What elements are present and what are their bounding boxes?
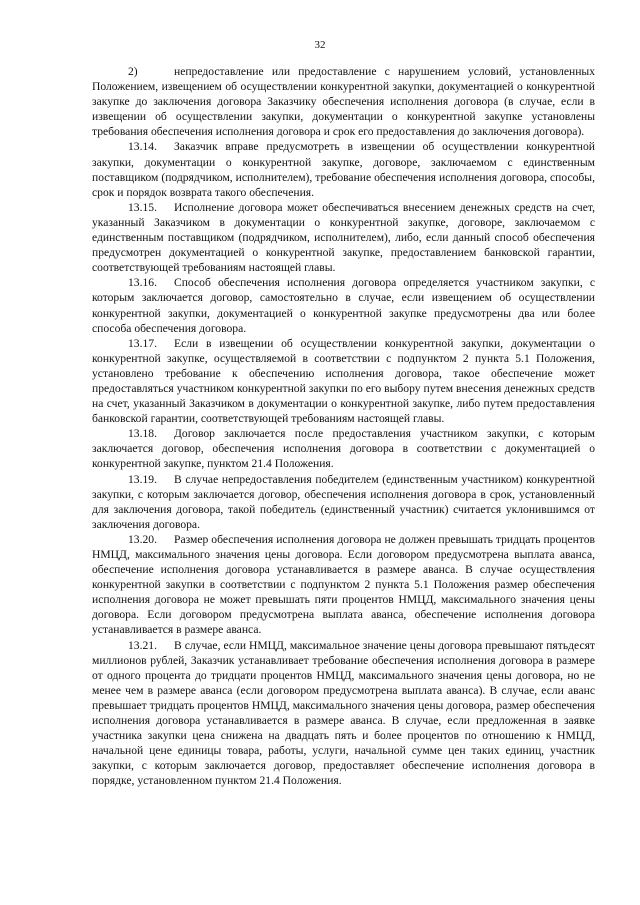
- paragraph-text: Исполнение договора может обеспечиваться внесением денежных средств на счет, указанный Заказчиком в документации о конкурентной закупке, договоре, заключаемом с единственным поставщиком (подрядчиком, исполнителем), либо, если данный способ обеспечения предусмотрен документацией о конкурентной закупке, предоставлением банковской гарантии, соответствующей требованиям настоящей главы.: [92, 200, 595, 275]
- paragraph-item-2: [92, 64, 595, 139]
- paragraph-number: 13.15.: [128, 200, 157, 214]
- paragraph-text: Если в извещении об осуществлении конкурентной закупки, документации о конкурентной закупке, осуществляемой в соответствии с подпунктом 2 пункта 5.1 Положения, установлено требование к обеспечению исполнения договора, такое обеспечение может предоставляться участником конкурентной закупки по его выбору путем внесения денежных средств на счет, указанный Заказчиком в документации о конкурентной закупке, либо путем предоставления банковской гарантии, соответствующей требованиям настоящей главы.: [92, 336, 595, 426]
- paragraph-13-17: [92, 336, 595, 427]
- document-body: [92, 64, 595, 789]
- paragraph-text: В случае, если НМЦД, максимальное значение цены договора превышают пятьдесят миллионов рублей, Заказчик устанавливает требование обеспечения исполнения договора в размере от одного процента до тридцати процентов НМЦД, максимального значения цены договора, но не менее чем в размере аванса (если договором предусмотрена выплата аванса). В случае, если аванс превышает тридцать процентов НМЦД, максимального значения цены договора, размер обеспечения исполнения договора устанавливается в размере аванса. В случае, если предложенная в заявке участника закупки цена снижена на двадцать пять и более процентов по отношению к НМЦД, начальной цене единицы товара, работы, услуги, начальной сумме цен таких единиц, участник закупки, с которым заключается договор, предоставляет обеспечение исполнения договора в порядке, установленном пунктом 21.4 Положения.: [92, 638, 595, 788]
- paragraph-number: 13.21.: [128, 638, 157, 652]
- paragraph-text: Способ обеспечения исполнения договора определяется участником закупки, с которым заключается договор, самостоятельно в случае, если извещением об осуществлении конкурентной закупки, документацией о конкурентной закупке предусмотрены два или более способа обеспечения договора.: [92, 276, 595, 335]
- paragraph-text: непредоставление или предоставление с нарушением условий, установленных Положением, извещением об осуществлении конкурентной закупки, документацией о конкурентной закупке до заключения договора Заказчику обеспечения исполнения договора (в случае, если в извещении об осуществлении закупки, документации о конкурентной закупке установлены требования обеспечения исполнения договора и срок его предоставления до заключения договора).: [92, 65, 595, 139]
- paragraph-number: 2): [128, 65, 138, 78]
- paragraph-text: Договор заключается после предоставления участником закупки, с которым заключается договор, обеспечения исполнения договора в соответствии с документацией о конкурентной закупке, пунктом 21.4 Положения.: [92, 427, 595, 471]
- paragraph-13-20: [92, 532, 595, 638]
- paragraph-13-16: [92, 275, 595, 335]
- paragraph-number: 13.17.: [128, 336, 157, 350]
- paragraph-13-14: [92, 139, 595, 199]
- paragraph-13-18: [92, 426, 595, 471]
- paragraph-text: Размер обеспечения исполнения договора не должен превышать тридцать процентов НМЦД, максимального значения цены договора. Если договором предусмотрена выплата аванса, обеспечение исполнения договора устанавливается в размере аванса. В случае осуществления конкурентной закупки в соответствии с подпунктом 2 пункта 5.1 Положения размер обеспечения исполнения договора не может превышать пяти процентов НМЦД, максимального значения цены договора. Если договором предусмотрена выплата аванса, обеспечение исполнения договора устанавливается в размере аванса.: [92, 532, 595, 637]
- paragraph-number: 13.20.: [128, 532, 157, 546]
- paragraph-13-21: [92, 638, 595, 789]
- paragraph-number: 13.18.: [128, 427, 157, 441]
- page-number: 32: [314, 39, 326, 51]
- paragraph-number: 13.19.: [128, 472, 157, 486]
- paragraph-number: 13.14.: [128, 140, 157, 154]
- paragraph-text: В случае непредоставления победителем (единственным участником) конкурентной закупки, с которым заключается договор, обеспечения исполнения договора в срок, установленный для заключения договора, такой победитель (единственный участник) считается уклонившимся от заключения договора.: [92, 472, 595, 531]
- paragraph-13-15: [92, 200, 595, 275]
- paragraph-number: 13.16.: [128, 276, 157, 290]
- paragraph-text: Заказчик вправе предусмотреть в извещении об осуществлении конкурентной закупки, документации о конкурентной закупке, договоре, заключаемом с единственным поставщиком (подрядчиком, исполнителем), требование обеспечения исполнения договора, способы, срок и порядок возврата такого обеспечения.: [92, 140, 595, 199]
- paragraph-13-19: [92, 472, 595, 532]
